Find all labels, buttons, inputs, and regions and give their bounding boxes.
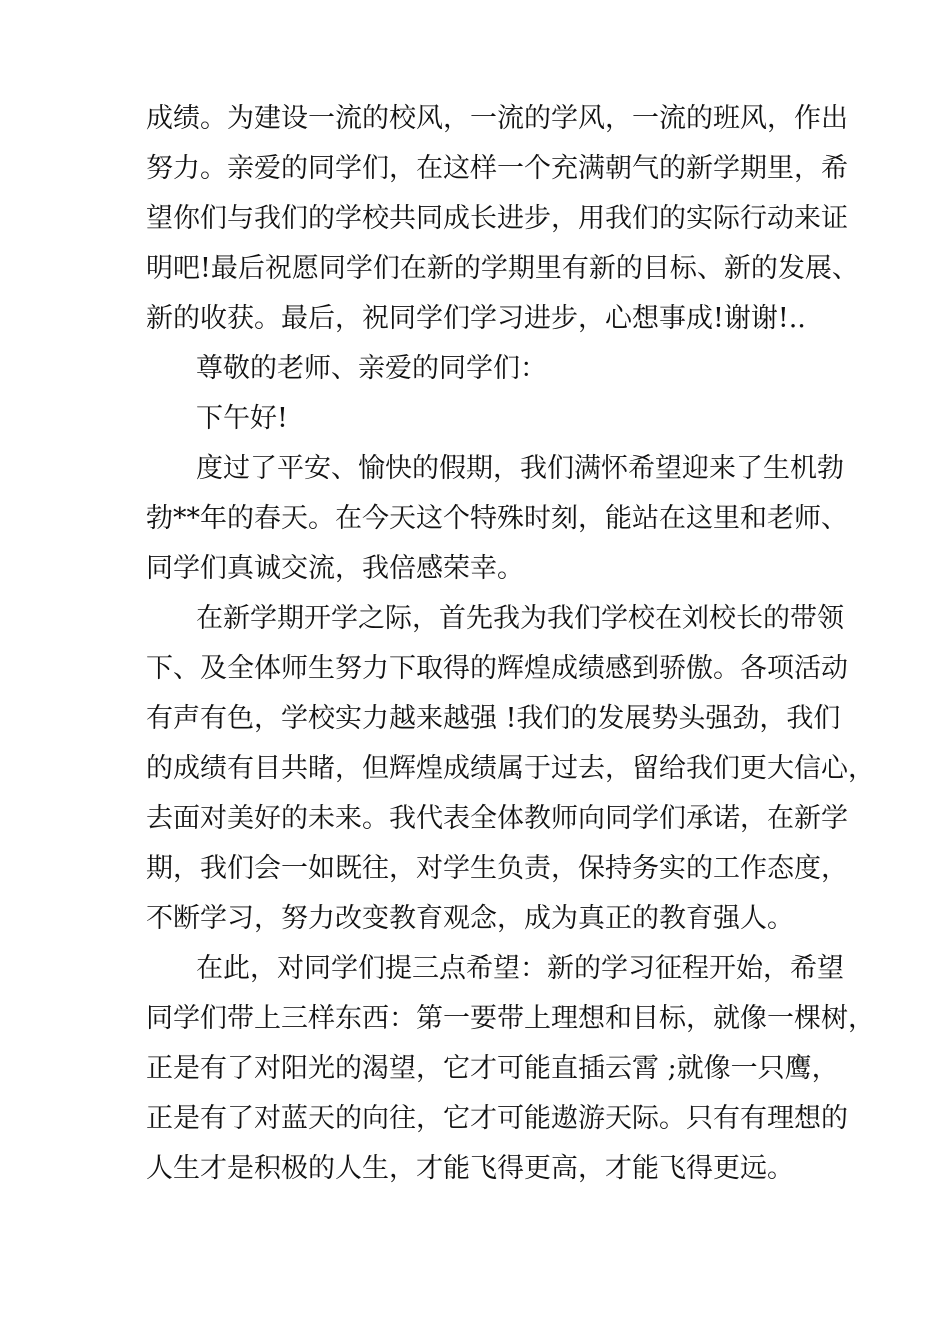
- text-line: 在新学期开学之际，首先我为我们学校在刘校长的带领: [196, 603, 844, 634]
- text-line: 去面对美好的未来。我代表全体教师向同学们承诺，在新学: [146, 803, 848, 834]
- text-line: 不断学习，努力改变教育观念，成为真正的教育强人。: [146, 903, 794, 934]
- text-line: 期，我们会一如既往，对学生负责，保持务实的工作态度，: [146, 853, 848, 884]
- text-line: 成绩。为建设一流的校风，一流的学风，一流的班风，作出: [146, 103, 848, 134]
- greeting: 下午好!: [196, 403, 288, 434]
- text-line: 的成绩有目共睹，但辉煌成绩属于过去，留给我们更大信心，: [146, 753, 875, 784]
- text-line: 正是有了对蓝天的向往，它才可能遨游天际。只有有理想的: [146, 1103, 848, 1134]
- text-line: 新的收获。最后，祝同学们学习进步，心想事成!谢谢!..: [146, 303, 806, 334]
- text-line: 度过了平安、愉快的假期，我们满怀希望迎来了生机勃: [196, 453, 844, 484]
- salutation: 尊敬的老师、亲爱的同学们：: [196, 353, 547, 384]
- text-line: 在此，对同学们提三点希望：新的学习征程开始，希望: [196, 953, 844, 984]
- text-line: 明吧!最后祝愿同学们在新的学期里有新的目标、新的发展、: [146, 253, 859, 284]
- text-line: 勃**年的春天。在今天这个特殊时刻，能站在这里和老师、: [146, 503, 848, 534]
- text-line: 同学们带上三样东西：第一要带上理想和目标，就像一棵树，: [146, 1003, 875, 1034]
- text-line: 努力。亲爱的同学们，在这样一个充满朝气的新学期里，希: [146, 153, 848, 184]
- text-line: 望你们与我们的学校共同成长进步，用我们的实际行动来证: [146, 203, 848, 234]
- text-line: 正是有了对阳光的渴望，它才可能直插云霄 ;就像一只鹰，: [146, 1053, 839, 1084]
- text-line: 有声有色，学校实力越来越强 !我们的发展势头强劲，我们: [146, 703, 841, 734]
- text-line: 同学们真诚交流，我倍感荣幸。: [146, 553, 524, 584]
- text-line: 下、及全体师生努力下取得的辉煌成绩感到骄傲。各项活动: [146, 653, 848, 684]
- text-line: 人生才是积极的人生，才能飞得更高，才能飞得更远。: [146, 1153, 794, 1184]
